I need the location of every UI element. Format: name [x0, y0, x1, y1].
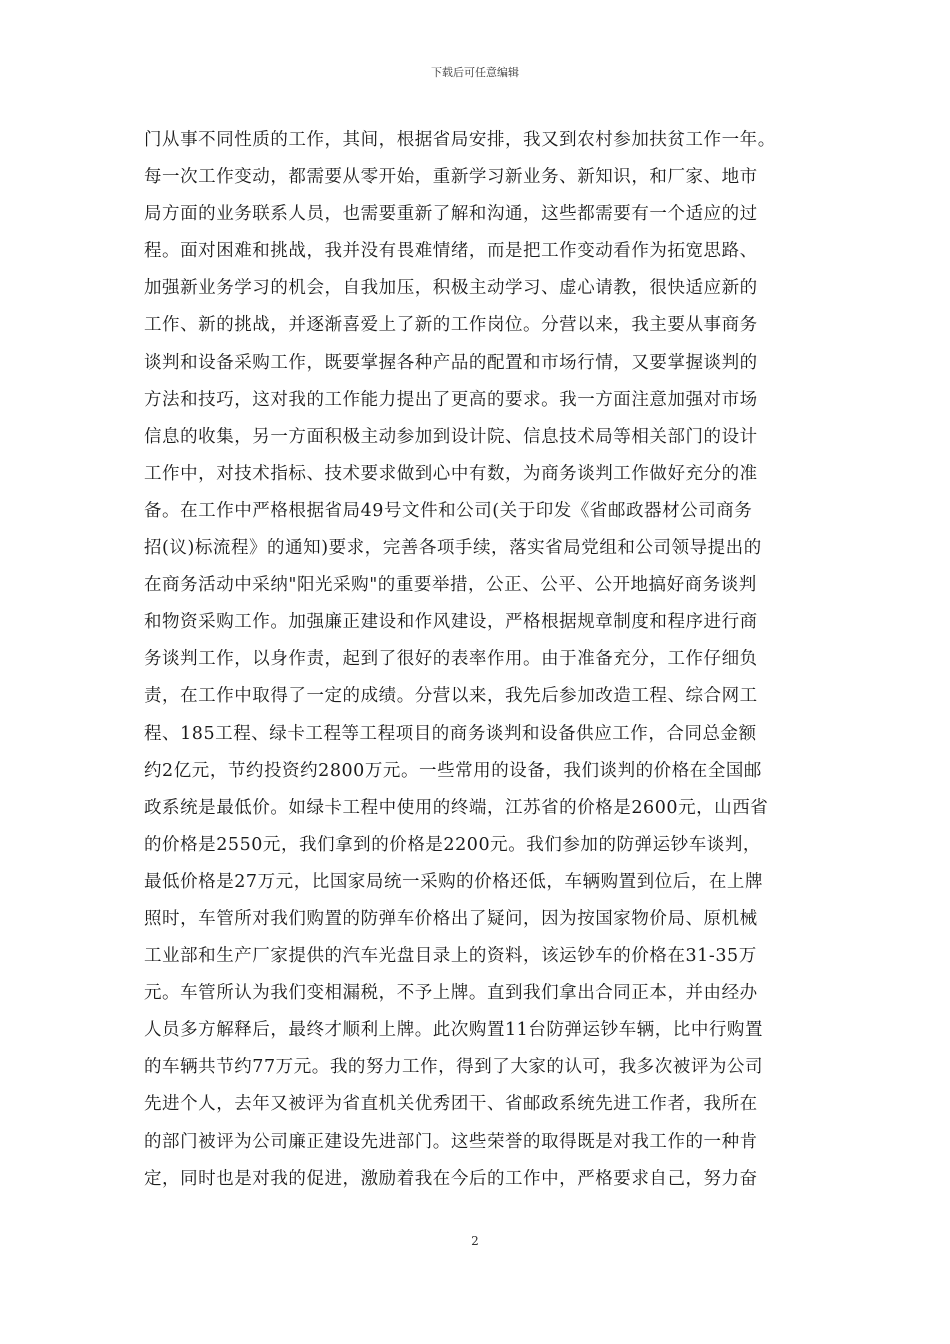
text-line: 务谈判工作，以身作责，起到了很好的表率作用。由于准备充分，工作仔细负 [144, 649, 758, 670]
text-line: 和物资采购工作。加强廉正建设和作风建设，严格根据规章制度和程序进行商 [144, 612, 758, 633]
header-text: 下载后可任意编辑 [431, 66, 519, 79]
text-line: 方法和技巧，这对我的工作能力提出了更高的要求。我一方面注意加强对市场 [144, 389, 758, 410]
text-line: 人员多方解释后，最终才顺利上牌。此次购置11台防弹运钞车辆，比中行购置 [144, 1020, 764, 1041]
text-line: 元。车管所认为我们变相漏税，不予上牌。直到我们拿出合同正本，并由经办 [144, 983, 758, 1004]
text-line: 的车辆共节约77万元。我的努力工作，得到了大家的认可，我多次被评为公司 [144, 1057, 764, 1078]
text-line: 工作中，对技术指标、技术要求做到心中有数，为商务谈判工作做好充分的准 [144, 463, 758, 484]
page-footer [0, 1233, 950, 1249]
page-number: 2 [471, 1234, 479, 1248]
text-line: 招(议)标流程》的通知)要求，完善各项手续，落实省局党组和公司领导提出的 [144, 538, 762, 559]
text-line: 信息的收集，另一方面积极主动参加到设计院、信息技术局等相关部门的设计 [144, 426, 758, 447]
text-line: 政系统是最低价。如绿卡工程中使用的终端，江苏省的价格是2600元，山西省 [144, 797, 769, 818]
text-line: 最低价格是27万元，比国家局统一采购的价格还低，车辆购置到位后，在上牌 [144, 871, 764, 892]
text-line: 的价格是2550元，我们拿到的价格是2200元。我们参加的防弹运钞车谈判， [144, 834, 761, 855]
page-header [0, 66, 950, 80]
text-line: 责，在工作中取得了一定的成绩。分营以来，我先后参加改造工程、综合网工 [144, 686, 758, 707]
text-line: 定，同时也是对我的促进，激励着我在今后的工作中，严格要求自己，努力奋 [144, 1168, 758, 1189]
text-line: 门从事不同性质的工作，其间，根据省局安排，我又到农村参加扶贫工作一年。 [144, 130, 776, 150]
text-line: 先进个人，去年又被评为省直机关优秀团干、省邮政系统先进工作者，我所在 [144, 1094, 758, 1115]
text-line: 照时，车管所对我们购置的防弹车价格出了疑问，因为按国家物价局、原机械 [144, 908, 758, 929]
text-line: 工作、新的挑战，并逐渐喜爱上了新的工作岗位。分营以来，我主要从事商务 [144, 315, 758, 336]
text-line: 程。面对困难和挑战，我并没有畏难情绪，而是把工作变动看作为拓宽思路、 [144, 241, 758, 262]
text-line: 局方面的业务联系人员，也需要重新了解和沟通，这些都需要有一个适应的过 [144, 204, 758, 225]
text-line: 的部门被评为公司廉正建设先进部门。这些荣誉的取得既是对我工作的一种肯 [144, 1131, 758, 1152]
text-line: 加强新业务学习的机会，自我加压，积极主动学习、虚心请教，很快适应新的 [144, 278, 758, 299]
text-line: 谈判和设备采购工作，既要掌握各种产品的配置和市场行情，又要掌握谈判的 [144, 352, 758, 373]
text-line: 在商务活动中采纳"阳光采购"的重要举措，公正、公平、公开地搞好商务谈判 [144, 575, 757, 596]
text-line: 工业部和生产厂家提供的汽车光盘目录上的资料，该运钞车的价格在31-35万 [144, 946, 757, 967]
text-line: 约2亿元，节约投资约2800万元。一些常用的设备，我们谈判的价格在全国邮 [144, 760, 762, 781]
text-line: 程、185工程、绿卡工程等工程项目的商务谈判和设备供应工作，合同总金额 [144, 723, 757, 744]
body-text [144, 122, 814, 1198]
text-line: 每一次工作变动，都需要从零开始，重新学习新业务、新知识，和厂家、地市 [144, 167, 758, 188]
text-line: 备。在工作中严格根据省局49号文件和公司(关于印发《省邮政器材公司商务 [144, 500, 753, 521]
